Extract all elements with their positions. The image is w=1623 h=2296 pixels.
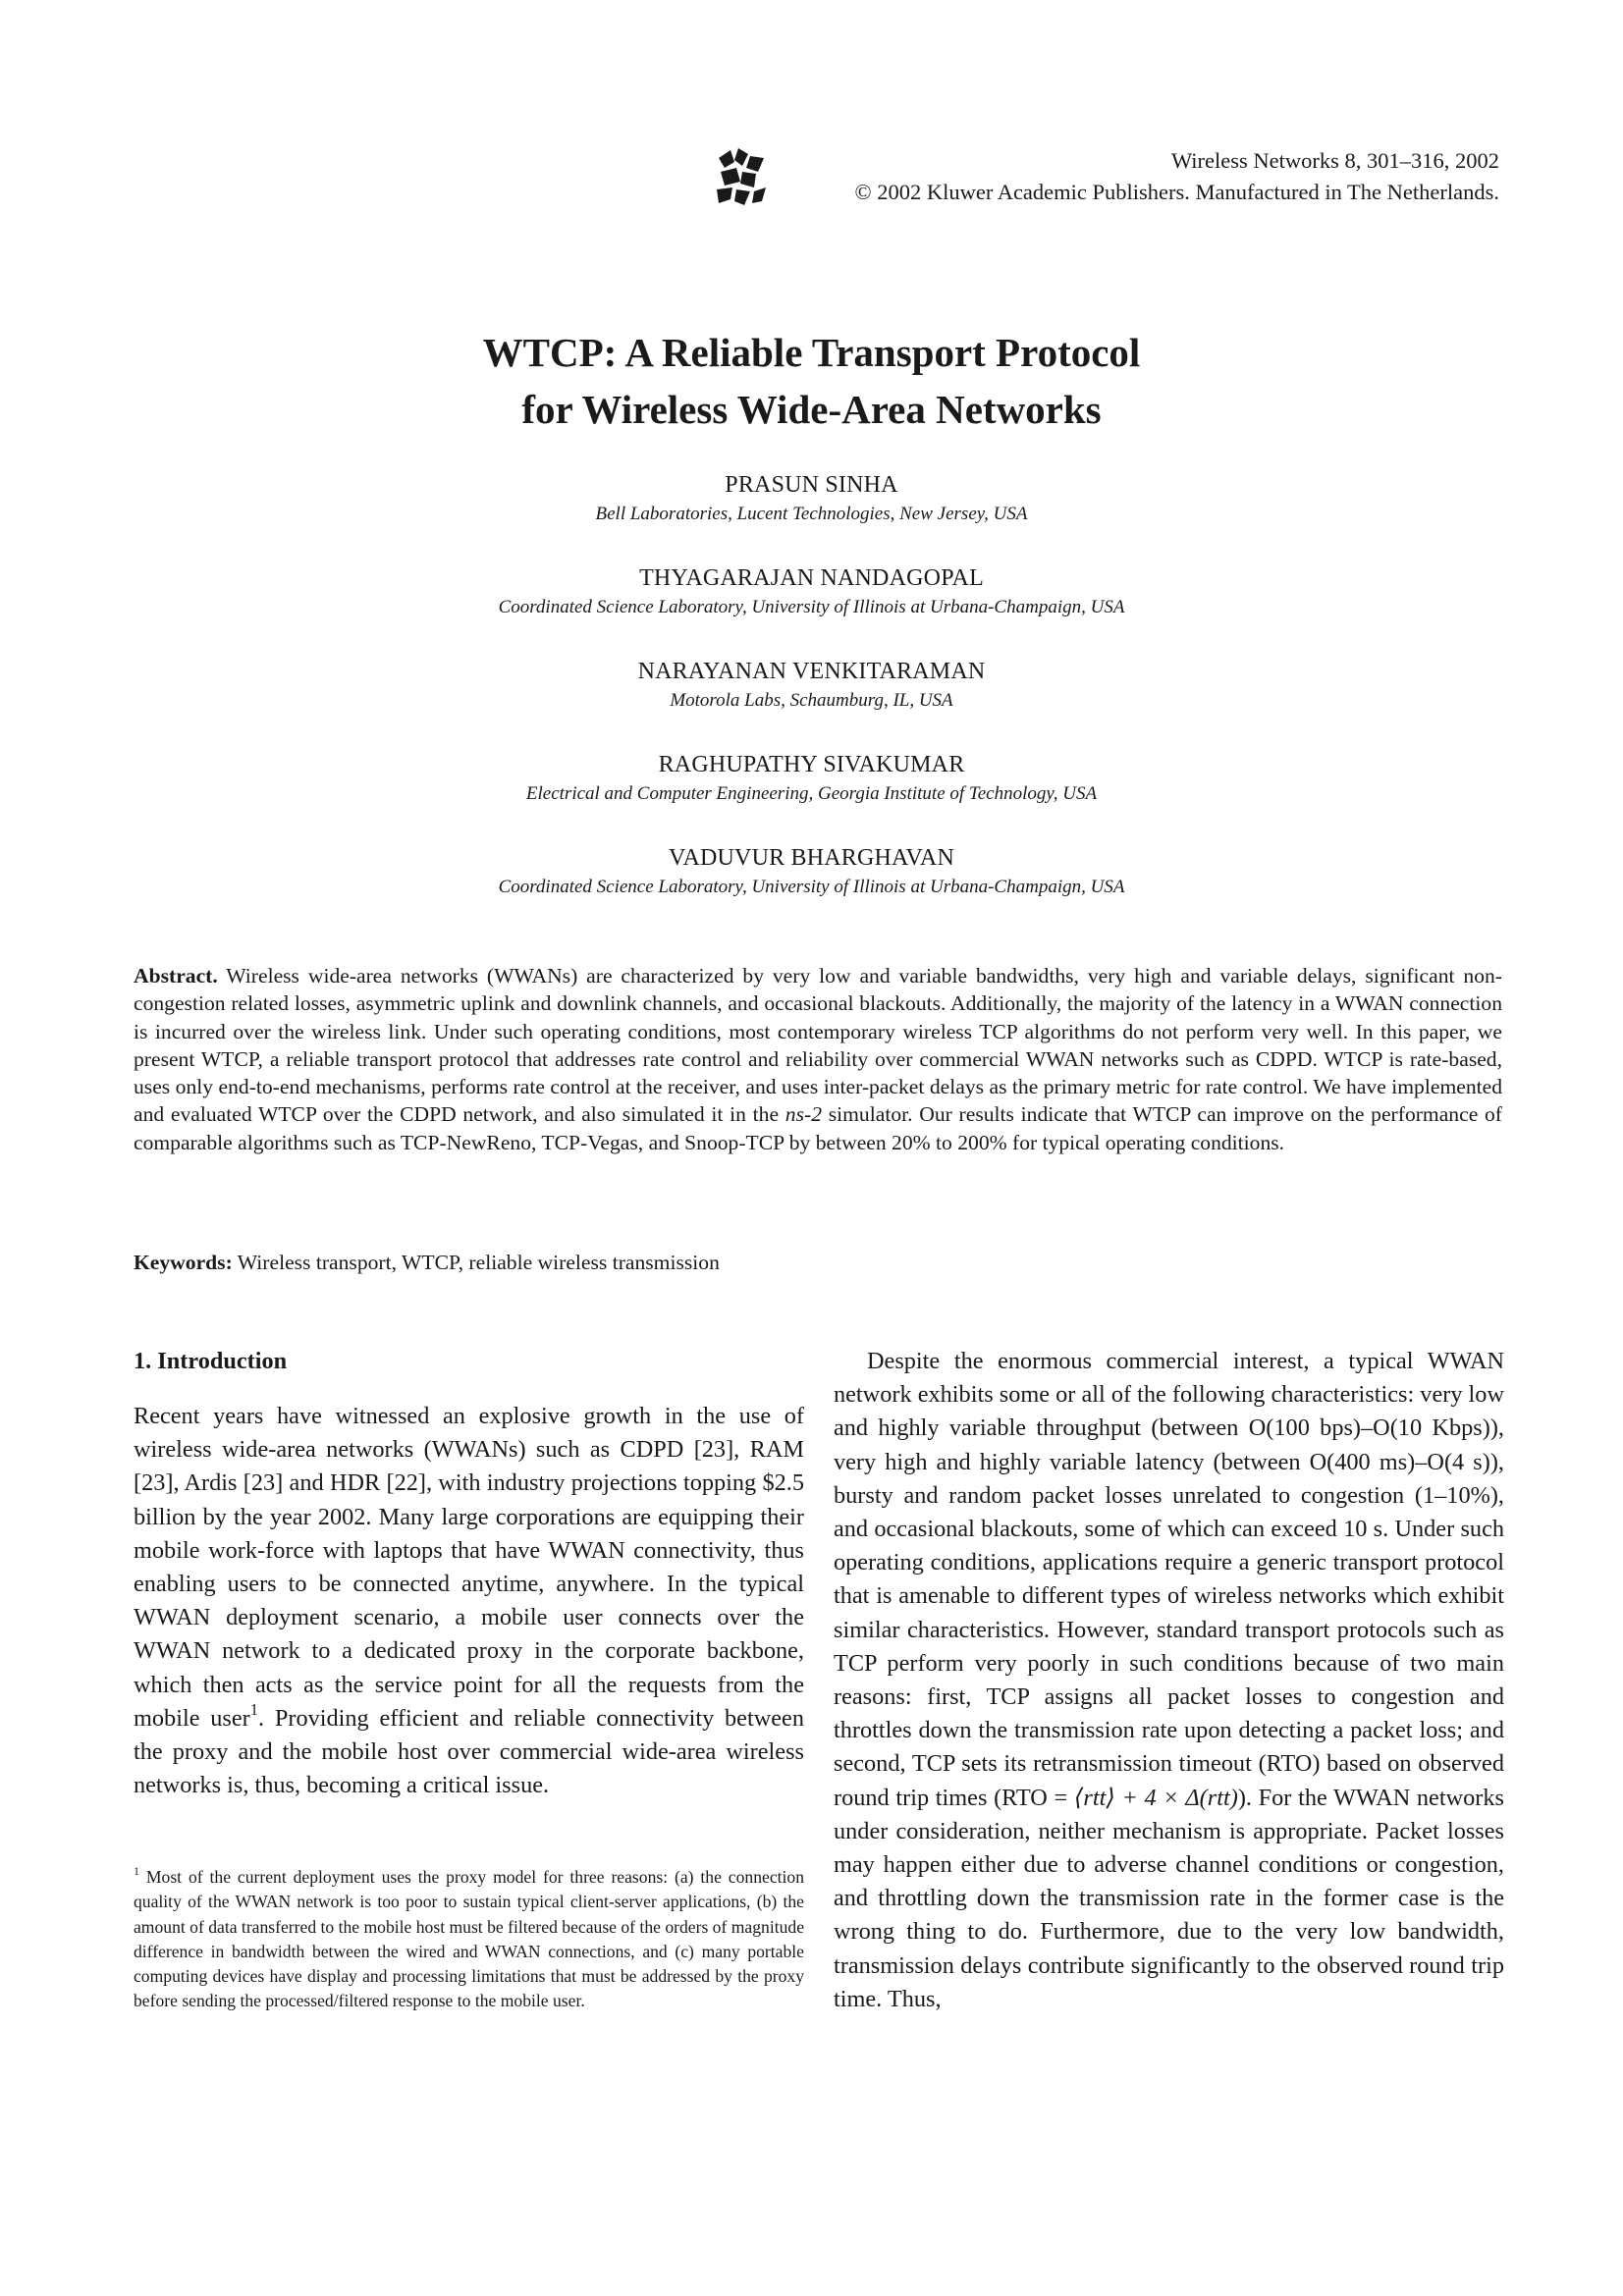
intro-paragraph-1	[134, 1400, 804, 1802]
author-block	[0, 469, 1623, 562]
left-column	[134, 1345, 804, 1802]
rto-formula: ⟨rtt⟩ + 4 × Δ(rtt)	[1073, 1784, 1238, 1811]
author-affiliation: Coordinated Science Laboratory, University of Illinois at Urbana-Champaign, USA	[498, 597, 1125, 617]
author-name: THYAGARAJAN NANDAGOPAL	[639, 565, 984, 591]
abstract	[134, 962, 1502, 1156]
title-line-1: WTCP: A Reliable Transport Protocol	[482, 330, 1141, 375]
intro-paragraph-2	[834, 1345, 1504, 2016]
right-column	[834, 1345, 1504, 2016]
author-name: RAGHUPATHY SIVAKUMAR	[658, 752, 965, 777]
author-affiliation: Coordinated Science Laboratory, University of Illinois at Urbana-Champaign, USA	[498, 877, 1125, 897]
paper-title	[0, 324, 1623, 438]
copyright-line: © 2002 Kluwer Academic Publishers. Manufactured in The Netherlands.	[854, 180, 1499, 204]
intro-paragraph-1-text: Recent years have witnessed an explosive growth in the use of wireless wide-area networks (WWANs) such as CDPD [23], RAM [23], Ardis [23] and HDR [22], with industry projections topping $2.5 billion by the year 2002. Many large corporations are equipping their mobile work-force with laptops that have WWAN connectivity, thus enabling users to be connected anytime, anywhere. In the typical WWAN deployment scenario, a mobile user connects over the WWAN network to a dedicated proxy in the corporate backbone, which then acts as the service point for all the requests from the mobile user	[134, 1403, 804, 1732]
author-block	[0, 656, 1623, 749]
author-block	[0, 749, 1623, 842]
keywords-label: Keywords:	[134, 1251, 233, 1274]
footnote-mark: 1	[134, 1863, 139, 1878]
footnote	[134, 1865, 804, 2014]
publisher-logo	[715, 148, 768, 207]
abstract-label: Abstract.	[134, 964, 218, 988]
journal-citation: Wireless Networks 8, 301–316, 2002	[1170, 148, 1499, 173]
footnote-text: Most of the current deployment uses the proxy model for three reasons: (a) the connection quality of the WWAN network is too poor to sustain typical client-server applications, (b) the amount of data transferred to the mobile host must be filtered because of the orders of magnitude difference in bandwidth between the wired and WWAN connections, and (c) many portable computing devices have display and processing limitations that must be addressed by the proxy before sending the processed/filtered response to the mobile user.	[134, 1867, 805, 2011]
intro-paragraph-2-text: Despite the enormous commercial interest, a typical WWAN network exhibits some or all of the following characteristics: very low and highly variable throughput (between O(100 bps)–O(10 Kbps)), very high and highly variable latency (between O(400 ms)–O(4 s)), bursty and random packet losses unrelated to congestion (1–10%), and occasional blackouts, some of which can exceed 10 s. Under such operating conditions, applications require a generic transport protocol that is amenable to different types of wireless networks which exhibit similar characteristics. However, standard transport protocols such as TCP perform very poorly in such conditions because of two main reasons: first, TCP assigns all packet losses to congestion and throttles down the transmission rate upon detecting a packet loss; and second, TCP sets its retransmission timeout (RTO) based on observed round trip times (RTO =	[834, 1348, 1504, 1811]
abstract-text-continued: simulator. Our results indicate that WTCP can improve on the performance of comparable algorithms such as TCP-NewReno, TCP-Vegas, and Snoop-TCP by between 20% to 200% for typical operating conditions.	[134, 1102, 1502, 1154]
keywords-text: Wireless transport, WTCP, reliable wireless transmission	[237, 1251, 720, 1274]
author-affiliation: Electrical and Computer Engineering, Georgia Institute of Technology, USA	[525, 783, 1098, 804]
author-block	[0, 842, 1623, 935]
footnote-reference: 1	[249, 1700, 258, 1720]
intro-paragraph-1-text-continued: . Providing efficient and reliable connectivity between the proxy and the mobile host over commercial wide-area wireless networks is, thus, becoming a critical issue.	[134, 1704, 804, 1799]
intro-paragraph-2-text-continued: ). For the WWAN networks under consideration, neither mechanism is appropriate. Packet losses may happen either due to adverse channel conditions or congestion, and throttling down the transmission rate in the former case is the wrong thing to do. Furthermore, due to the very low bandwidth, transmission delays contribute significantly to the observed round trip time. Thus,	[834, 1784, 1504, 2012]
section-heading: 1. Introduction	[134, 1348, 288, 1374]
author-name: PRASUN SINHA	[725, 472, 898, 498]
author-name: VADUVUR BHARGHAVAN	[669, 845, 954, 871]
author-block	[0, 562, 1623, 656]
author-name: NARAYANAN VENKITARAMAN	[637, 659, 986, 684]
journal-header	[854, 145, 1499, 208]
author-list	[0, 469, 1623, 935]
author-affiliation: Bell Laboratories, Lucent Technologies, New Jersey, USA	[595, 504, 1028, 524]
abstract-text: Wireless wide-area networks (WWANs) are characterized by very low and variable bandwidths, very high and variable delays, significant non-congestion related losses, asymmetric uplink and downlink channels, and occasional blackouts. Additionally, the majority of the latency in a WWAN connection is incurred over the wireless link. Under such operating conditions, most contemporary wireless TCP algorithms do not perform very well. In this paper, we present WTCP, a reliable transport protocol that addresses rate control and reliability over commercial WWAN networks such as CDPD. WTCP is rate-based, uses only end-to-end mechanisms, performs rate control at the receiver, and uses inter-packet delays as the primary metric for rate control. We have implemented and evaluated WTCP over the CDPD network, and also simulated it in the	[134, 964, 1502, 1127]
simulator-name: ns-2	[784, 1102, 822, 1127]
keywords	[134, 1249, 1502, 1277]
title-line-2: for Wireless Wide-Area Networks	[521, 387, 1102, 432]
author-affiliation: Motorola Labs, Schaumburg, IL, USA	[670, 690, 953, 711]
abstract-paragraph	[134, 962, 1502, 1156]
